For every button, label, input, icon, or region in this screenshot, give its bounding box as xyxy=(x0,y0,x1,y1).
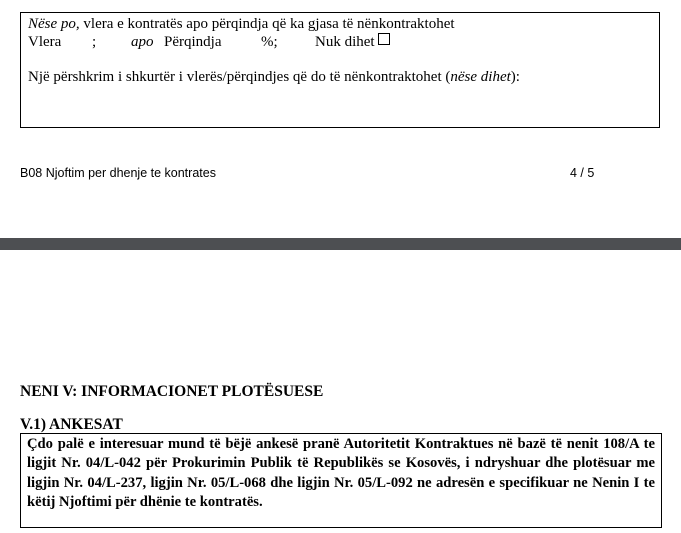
desc-italic: nëse dihet xyxy=(450,69,511,85)
footer-form-name: B08 Njoftim per dhenje te kontrates xyxy=(20,166,216,180)
apo-label: apo xyxy=(131,34,154,50)
perqindja-label: Përqindja xyxy=(164,34,222,50)
if-yes-label: Nëse po, xyxy=(28,16,80,32)
value-separator: ; xyxy=(92,34,97,50)
desc-end: ): xyxy=(510,69,520,85)
percent-sign: %; xyxy=(261,34,278,50)
subsection-title: V.1) ANKESAT xyxy=(20,416,123,433)
subcontracting-box xyxy=(20,12,660,128)
nuk-dihet-group xyxy=(315,33,375,51)
complaints-box: Çdo palë e interesuar mund të bëjë ankesë pranë Autoritetit Kontraktues në bazë të nenit 108/A te ligjit Nr. 04/L-042 për Prokurimin Publik të Republikës se Kosovës, i ndryshuar dhe plotësuar me ligjin Nr. 04/L-237, ligjin Nr. 05/L-068 dhe ligjin Nr. 05/L-092 ne adresën e specifikuar ne Nenin I te këtij Njoftimi për dhënie te kontratës. xyxy=(20,433,662,528)
section-title: NENI V: INFORMACIONET PLOTËSUESE xyxy=(20,383,324,400)
subcontract-value-text: vlera e kontratës apo përqindja që ka gjasa të nënkontraktohet xyxy=(79,16,455,32)
desc-main: Një përshkrim i shkurtër i vlerës/përqindjes që do të nënkontraktohet ( xyxy=(28,69,451,85)
vlera-label: Vlera xyxy=(28,34,62,50)
footer-page-number: 4 / 5 xyxy=(570,166,595,180)
nuk-dihet-label: Nuk dihet xyxy=(315,34,375,50)
page-divider xyxy=(0,238,681,250)
subcontract-value-question xyxy=(28,15,455,33)
checkbox-no[interactable] xyxy=(378,33,390,45)
description-prompt xyxy=(28,68,520,86)
